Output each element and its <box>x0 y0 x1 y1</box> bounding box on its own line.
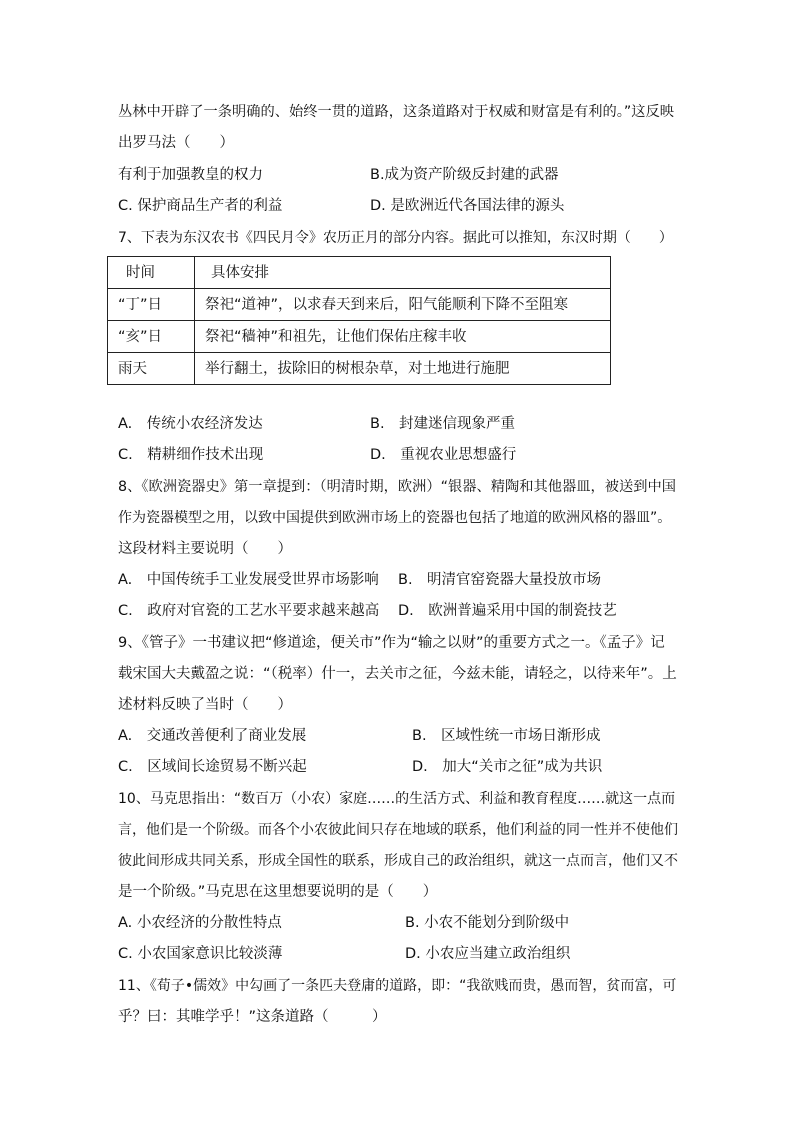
q7-option-a: A. 传统小农经济发达 <box>118 416 263 432</box>
q7-table <box>107 256 611 385</box>
table-cell-arrangement: 祭祀“道神”，以求春天到来后，阳气能顺利下降不至阻寒 <box>195 289 611 321</box>
q10-stem-line4: 是一个阶级。”马克思在这里想要说明的是（ ） <box>118 884 438 900</box>
q8-option-b: B. 明清官窑瓷器大量投放市场 <box>398 572 602 588</box>
table-row <box>108 353 611 385</box>
table-cell-arrangement: 祭祀“穑神”和祖先，让他们保佑庄稼丰收 <box>195 321 611 353</box>
q10-stem-line2: 言，他们是一个阶级。而各个小农彼此间只存在地域的联系，他们利益的同一性并不使他们 <box>118 822 678 838</box>
q10-option-d: D. 小农应当建立政治组织 <box>405 946 571 962</box>
q7-option-b: B. 封建迷信现象严重 <box>370 416 516 432</box>
q6-stem-line2: 出罗马法（ ） <box>118 135 234 151</box>
q9-option-b: B. 区域性统一市场日渐形成 <box>412 728 601 744</box>
q11-stem-line1: 11、《荀子•儒效》中勾画了一条匹夫登庸的道路，即：“我欲贱而贵，愚而智，贫而富，可 <box>118 978 677 994</box>
table-header-row <box>108 257 611 289</box>
q9-option-a: A. 交通改善便利了商业发展 <box>118 728 307 744</box>
q8-stem-line1: 8、《欧洲瓷器史》第一章提到：（明清时期，欧洲）“银器、精陶和其他器皿，被送到中国 <box>118 479 676 495</box>
table-cell-arrangement: 举行翻土，拔除旧的树根杂草，对土地进行施肥 <box>195 353 611 385</box>
q6-option-d: D. 是欧洲近代各国法律的源头 <box>370 198 565 214</box>
q7-stem: 7、下表为东汉农书《四民月令》农历正月的部分内容。据此可以推知，东汉时期（ ） <box>118 230 673 246</box>
q6-option-c: C. 保护商品生产者的利益 <box>118 198 283 214</box>
table-row <box>108 321 611 353</box>
q10-stem-line1: 10、马克思指出：“数百万（小农）家庭……的生活方式、利益和教育程度……就这一点而 <box>118 791 676 807</box>
table-row <box>108 289 611 321</box>
q8-option-d: D. 欧洲普遍采用中国的制瓷技艺 <box>398 603 617 619</box>
q9-stem-line1: 9、《管子》一书建议把“修道途，便关市”作为“输之以财”的重要方式之一。《孟子》记 <box>118 635 665 651</box>
q10-option-c: C. 小农国家意识比较淡薄 <box>118 946 283 962</box>
q6-stem-line1: 丛林中开辟了一条明确的、始终一贯的道路，这条道路对于权威和财富是有利的。”这反映 <box>118 104 675 120</box>
table-cell-time: 雨天 <box>108 353 195 385</box>
table-header-time: 时间 <box>108 257 195 289</box>
table-cell-time: “亥”日 <box>108 321 195 353</box>
q6-option-a: 有利于加强教皇的权力 <box>118 167 263 183</box>
q6-option-b: B.成为资产阶级反封建的武器 <box>370 167 559 183</box>
q9-stem-line3: 述材料反映了当时（ ） <box>118 697 292 713</box>
q11-stem-line2: 乎？曰：其唯学乎！”这条道路（ ） <box>118 1009 387 1025</box>
q9-option-c: C. 区域间长途贸易不断兴起 <box>118 759 307 775</box>
q9-stem-line2: 载宋国大夫戴盈之说：“（税率）什一，去关市之征，今兹未能，请轻之，以待来年”。上 <box>118 666 677 682</box>
q8-option-c: C. 政府对官瓷的工艺水平要求越来越高 <box>118 603 380 619</box>
q9-option-d: D. 加大“关市之征”成为共识 <box>412 759 603 775</box>
table-cell-time: “丁”日 <box>108 289 195 321</box>
q7-option-c: C. 精耕细作技术出现 <box>118 447 264 463</box>
q8-stem-line2: 作为瓷器模型之用，以致中国提供到欧洲市场上的瓷器也包括了地道的欧洲风格的器皿”。 <box>118 510 672 526</box>
q7-option-d: D. 重视农业思想盛行 <box>370 447 517 463</box>
q10-option-a: A. 小农经济的分散性特点 <box>118 915 282 931</box>
q8-stem-line3: 这段材料主要说明（ ） <box>118 541 292 557</box>
q8-option-a: A. 中国传统手工业发展受世界市场影响 <box>118 572 379 588</box>
q10-option-b: B. 小农不能划分到阶级中 <box>405 915 570 931</box>
q10-stem-line3: 彼此间形成共同关系，形成全国性的联系，形成自己的政治组织，就这一点而言，他们又不 <box>118 853 678 869</box>
table-header-arrangement: 具体安排 <box>195 257 611 289</box>
